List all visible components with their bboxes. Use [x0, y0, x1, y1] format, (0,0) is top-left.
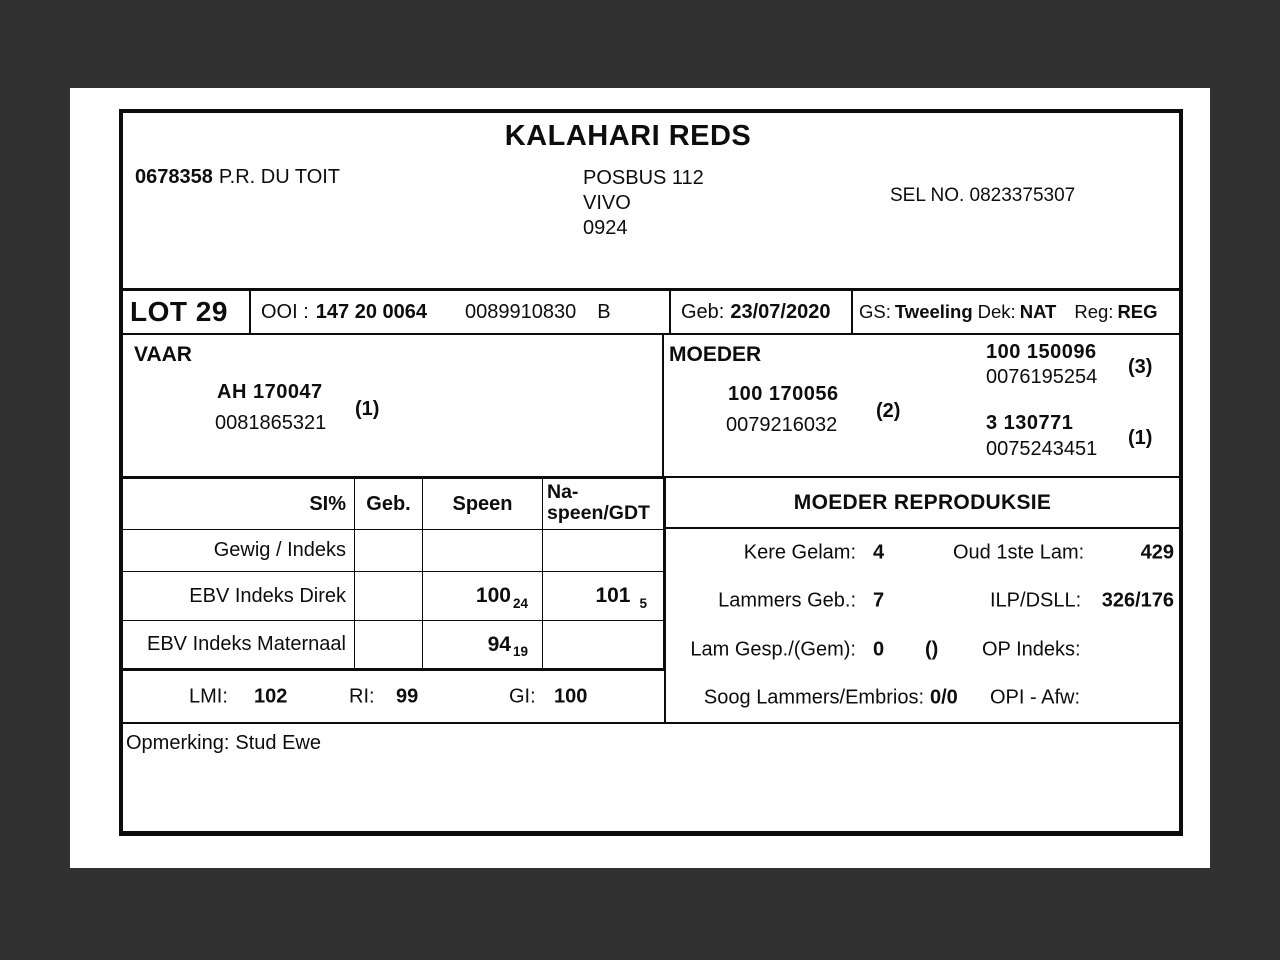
cell-naspeen	[543, 530, 663, 571]
repro-row-soog	[666, 674, 1179, 722]
dam-inbreeding: (2)	[876, 400, 901, 422]
ewe-reg-suffix: B	[597, 300, 611, 323]
table-row-ebv-direk	[123, 572, 663, 621]
op-indeks-label: OP Indeks:	[982, 638, 1081, 661]
breeder-number: 0678358	[135, 166, 213, 188]
cell-geb	[355, 530, 423, 571]
sire-reg: 0081865321	[215, 412, 327, 434]
address-line: VIVO	[583, 192, 631, 214]
gi-value: 100	[554, 685, 588, 707]
breed-title: KALAHARI REDS	[504, 120, 752, 152]
dam-section	[664, 335, 1179, 476]
ewe-label: OOI :	[261, 300, 309, 323]
birth-date-cell	[671, 291, 853, 333]
granddam2-id: 3 130771	[986, 412, 1074, 434]
granddam2-inbreeding: (1)	[1128, 427, 1153, 449]
dam-label: MOEDER	[669, 343, 762, 366]
lam-gesp-gem-value: ()	[925, 638, 939, 661]
breeder-name: P.R. DU TOIT	[218, 166, 341, 188]
birth-status-label: GS:	[859, 301, 891, 322]
cell-speen: 94 19	[423, 621, 543, 668]
status-cell	[853, 291, 1179, 333]
granddam1-inbreeding: (3)	[1128, 356, 1153, 378]
col-header-si: SI%	[123, 479, 355, 529]
lam-gesp-value: 0	[873, 638, 885, 661]
col-header-speen: Speen	[423, 479, 543, 529]
kere-gelam-value: 4	[873, 541, 885, 564]
ri-label: RI:	[349, 685, 375, 707]
cell-geb	[355, 572, 423, 620]
breeder-line	[135, 166, 340, 189]
sire-section	[123, 335, 664, 476]
lam-gesp-label: Lam Gesp./(Gem):	[690, 638, 856, 661]
si-column	[123, 476, 666, 722]
lmi-value: 102	[254, 685, 288, 707]
row-label: EBV Indeks Direk	[123, 572, 355, 620]
ewe-id-cell	[251, 291, 671, 333]
cell-geb	[355, 621, 423, 668]
lmi-label: LMI:	[189, 685, 228, 707]
oud-1ste-lam-value: 429	[1140, 541, 1174, 564]
remark-line	[126, 732, 321, 755]
pedigree-row	[123, 335, 1179, 476]
birth-status: Tweeling	[894, 301, 973, 322]
dam-reg: 0079216032	[726, 414, 838, 436]
col-header-naspeen: Na- speen/GDT	[547, 481, 650, 524]
cell-speen: 100 24	[423, 572, 543, 620]
scanned-page	[70, 88, 1210, 868]
cell-phone-number: SEL NO. 0823375307	[890, 185, 1076, 206]
accuracy-subscript: 5	[639, 595, 647, 611]
breeder-address	[583, 166, 704, 241]
soog-lammers-label: Soog Lammers/Embrios:	[703, 686, 924, 709]
remark-label: Opmerking:	[126, 732, 230, 754]
si-table	[123, 476, 666, 671]
granddam2-reg: 0075243451	[986, 438, 1098, 460]
birth-date: 23/07/2020	[730, 300, 831, 323]
address-line: POSBUS 112	[583, 167, 704, 189]
accuracy-subscript: 19	[512, 644, 528, 659]
dam-id: 100 170056	[728, 383, 839, 405]
birth-date-label: Geb:	[681, 300, 725, 323]
granddam1-reg: 0076195254	[986, 366, 1098, 388]
gi-label: GI:	[509, 685, 536, 707]
opi-afw-label: OPI - Afw:	[990, 686, 1081, 709]
catalog-card	[119, 109, 1183, 836]
table-row-gewig	[123, 530, 663, 572]
sire-id: AH 170047	[217, 381, 323, 403]
address-line: 0924	[583, 217, 628, 239]
repro-row-gelam	[666, 529, 1179, 577]
accuracy-subscript: 24	[512, 595, 528, 611]
index-summary-row	[123, 671, 666, 722]
reg-status-label: Reg:	[1074, 301, 1114, 322]
repro-row-gesp	[666, 626, 1179, 674]
card-header	[123, 113, 1179, 291]
soog-lammers-value: 0/0	[930, 686, 958, 709]
si-table-header	[123, 479, 663, 530]
ri-value: 99	[396, 685, 419, 707]
col-header-geb: Geb.	[355, 479, 423, 529]
row-label: EBV Indeks Maternaal	[123, 621, 355, 668]
reproduction-column	[666, 476, 1179, 722]
ewe-id: 147 20 0064	[315, 300, 428, 323]
cell-speen	[423, 530, 543, 571]
lot-number: LOT 29	[123, 291, 251, 333]
repro-row-lammers	[666, 577, 1179, 625]
performance-row	[123, 476, 1179, 724]
sire-label: VAAR	[134, 343, 192, 366]
lot-row	[123, 291, 1179, 335]
oud-1ste-lam-label: Oud 1ste Lam:	[953, 541, 1085, 564]
mating-type-label: Dek:	[977, 301, 1016, 322]
kere-gelam-label: Kere Gelam:	[743, 541, 856, 564]
reproduction-box	[666, 476, 1179, 722]
mating-type: NAT	[1019, 301, 1057, 322]
ewe-reg-number: 0089910830	[465, 300, 577, 323]
remark-value: Stud Ewe	[235, 732, 321, 754]
ilp-dsll-label: ILP/DSLL:	[990, 589, 1082, 612]
reg-status: REG	[1117, 301, 1158, 322]
sire-inbreeding: (1)	[355, 398, 380, 420]
lammers-geb-value: 7	[873, 589, 885, 612]
row-label: Gewig / Indeks	[123, 530, 355, 571]
cell-naspeen	[543, 621, 663, 668]
lammers-geb-label: Lammers Geb.:	[718, 589, 856, 612]
reproduction-title: MOEDER REPRODUKSIE	[666, 478, 1179, 529]
table-row-ebv-maternaal	[123, 621, 663, 668]
ilp-dsll-value: 326/176	[1101, 589, 1174, 612]
reproduction-rows	[666, 529, 1179, 722]
granddam1-id: 100 150096	[986, 341, 1097, 363]
cell-naspeen: 101 5	[595, 584, 647, 611]
